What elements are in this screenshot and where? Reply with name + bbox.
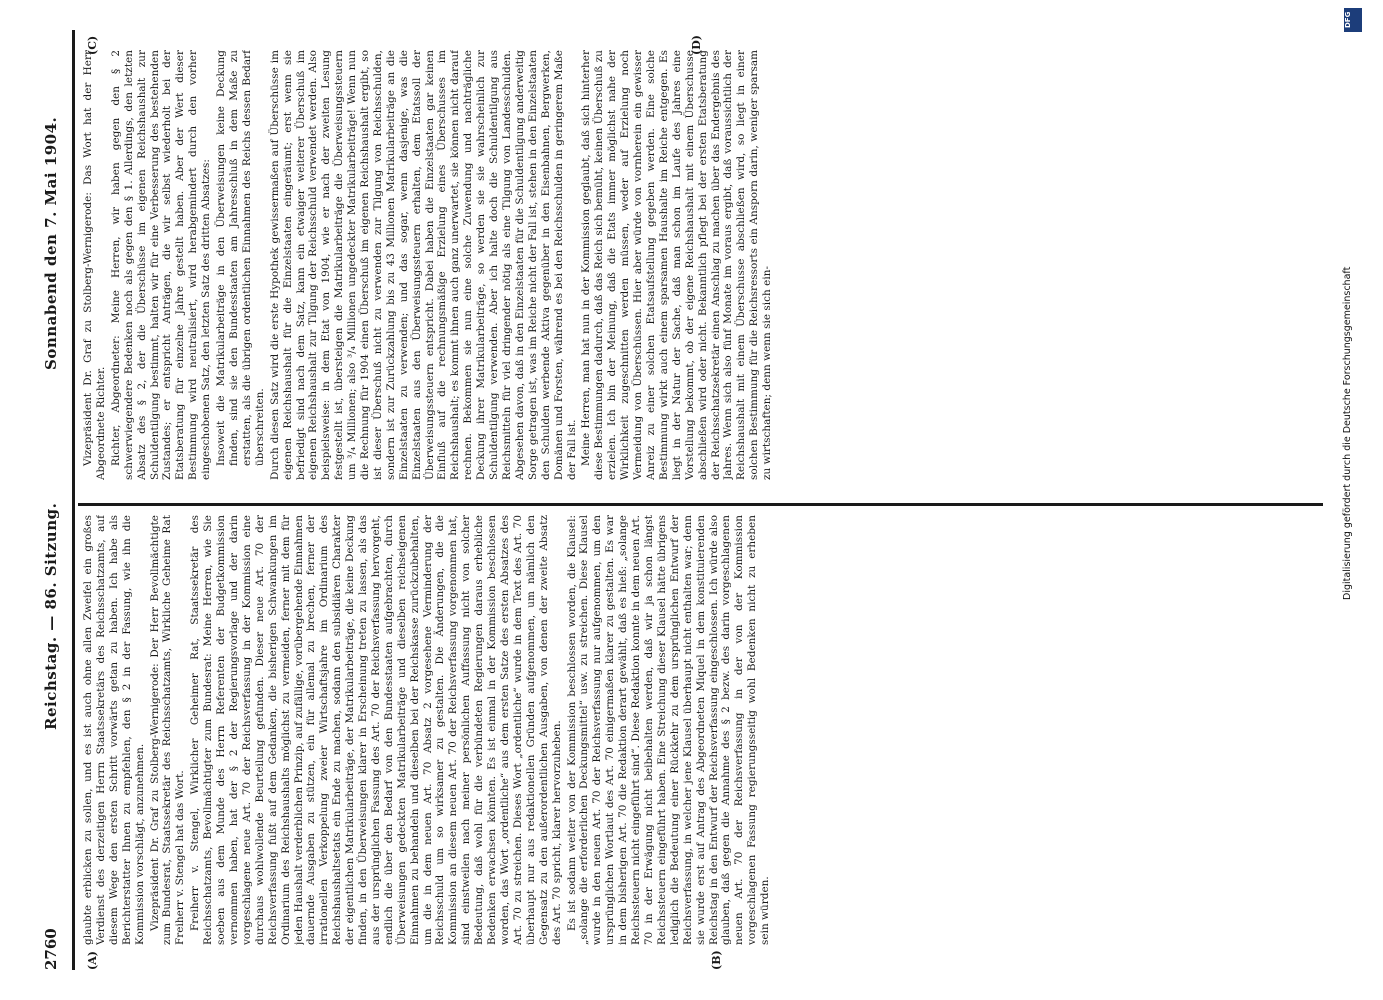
session-date: Sonnabend den 7. Mai 1904. xyxy=(42,116,60,370)
paragraph: Vizepräsident Dr. Graf zu Stolberg-Wernigerode: Der Herr Bevollmächtigte zum Bundesrat, Staatssekretär des Reichsschatzamts, Wirkliche Geheime Rat Freiherr v. Stengel hat das Wort. xyxy=(148,515,187,945)
paragraph: Richter, Abgeordneter: Meine Herren, wir haben gegen den § 2 schwerwiegendere Bedenken noch als gegen den § 1. Allerdings, den letzten Absatz des § 2, der die Überschüsse im eigenen Reichshaushalt zur Schuldentilgung bestimmt, halten wir für eine Verbesserung des bestehenden Zustandes; er entspricht Anträgen, die wir selbst wiederholt bei der Etatsberatung für einzelne Jahre gestellt haben. Aber der Wert dieser Bestimmung wird neutralisiert, wird herabgemindert durch den vorher eingeschobenen Satz, den letzten Satz des dritten Absatzes: xyxy=(109,50,213,480)
page-header xyxy=(42,30,72,970)
paragraph: Freiherr v. Stengel, Wirklicher Geheimer Rat, Staatssekretär des Reichsschatzamts, Bevollmächtigter zum Bundesrat: Meine Herren, wie Sie soeben aus dem Munde des Herrn Referenten der Budgetkommission vernommen haben, hat der § 2 der Regierungsvorlage und der darin vorgeschlagene neue Art. 70 der Reichsverfassung in der Kommission eine durchaus wohlwollende Beurteilung gefunden. Dieser neue Art. 70 der Reichsverfassung fußt auf dem Gedanken, die bisherigen Schwankungen im Ordinarium des Reichshaushalts möglichst zu vermeiden, ferner mit dem für jeden Haushalt verderblichen Prinzip, auf zufällige, vorübergehende Einnahmen dauernde Ausgaben zu stützen, ein für allemal zu brechen, ferner der irrationellen Verkoppelung zweier Wirtschaftsjahre im Ordinarium des Reichshaushaltsetats ein Ende zu machen, sodann den subsidiären Charakter der eigentlichen Matrikularbeiträge, der Matrikularbeiträge, die keine Deckung finden, in den Überweisungen klarer in Erscheinung treten zu lassen, als das aus der ursprünglichen Fassung des Art. 70 der Reichsverfassung hervorgeht, endlich die über den Bedarf von den Bundesstaaten aufgebrachten, durch Überweisungen gedeckten Matrikularbeiträge und dieselben reichseigenen Einnahmen zu behandeln und dieselben bei der Reichskasse zurückzubehalten, um die in dem neuen Art. 70 Absatz 2 vorgesehene Verminderung der Reichsschuld um so wirksamer zu gestalten. Die Änderungen, die die Kommission an diesem neuen Art. 70 der Reichsverfassung vorgenommen hat, sind einstweilen nach meiner persönlichen Auffassung nicht von solcher Bedeutung, daß wohl für die verbündeten Regierungen daraus erhebliche Bedenken erwachsen könnten. Es ist einmal in der Kommission beschlossen worden, das Wort „ordentliche“ aus dem ersten Satze des ersten Absatzes des Art. 70 zu streichen. Dieses Wort „ordentliche“ wurde in dem Text des Art. 70 überhaupt nur aus redaktionellen Gründen aufgenommen, um nämlich den Gegensatz zu den außerordentlichen Ausgaben, von denen der zweite Absatz des Art. 70 spricht, klarer hervorzuheben. xyxy=(189,515,563,945)
paragraph: Meine Herren, man hat nun in der Kommission geglaubt, daß sich hinterher diese Bestimmungen dadurch, daß das Reich sich bemüht, keinen Überschuß zu erzielen. Ich bin der Meinung, daß die Etats immer möglichst nahe der Wirklichkeit zugeschnitten werden müssen, weder auf Erzielung noch Vermeidung von Überschüssen. Hier aber würde von vornherein ein gewisser Anreiz zu einer solchen Etatsaufstellung gegeben werden. Eine solche Bestimmung wirkt auch einem sparsamen Haushalte im Reiche entgegen. Es liegt in der Natur der Sache, daß man schon im Laufe des Jahres eine Vorstellung bekommt, ob der eigene Reichshaushalt mit einem Überschusse abschließen wird oder nicht. Bekanntlich pflegt bei der ersten Etatsberatung der Reichsschatzsekretär einen Anschlag zu machen über das Endergebnis des Jahres. Wenn sich also fünf Monate im voraus ergibt, daß voraussichtlich der Reichshaushalt mit einem Überschusse abschließen wird, so liegt in einer solchen Bestimmung für die Reichsressorts ein Ansporn darin, weniger sparsam zu wirtschaften; denn wenn sie sich ein- xyxy=(580,50,774,480)
page-number: 2760 xyxy=(42,928,60,970)
margin-mark-b: (B) xyxy=(710,950,723,970)
paragraph: Durch diesen Satz wird die erste Hypothek gewissermaßen auf Überschüsse im eigenen Reichshaushalt für die Einzelstaaten eingeräumt; erst wenn sie befriedigt sind nach dem Satz, kann ein etwaiger weiterer Überschuß im eigenen Reichshaushalt zur Tilgung der Reichsschuld verwendet werden. Also beispielsweise: in dem Etat von 1904, wie er nach der zweiten Lesung festgestellt ist, übersteigen die Matrikularbeiträge die Überweisungssteuern um ³/₄ Millionen; also ³/₄ Millionen ungedeckter Matrikularbeiträge! Wenn nun die Rechnung für 1904 einen Überschuß im eigenen Reichshaushalt ergibt, so ist dieser Überschuß nicht zu verwenden zur Tilgung von Reichsschulden, sondern ist zur Zurückzahlung bis zu 43 Millionen Matrikularbeiträge an die Einzelstaaten zu verwenden; und das sogar, wenn dasjenige, was die Einzelstaaten aus den Überweisungssteuern erhalten, dem Etatssoll der Überweisungssteuern entspricht. Dabei haben die Einzelstaaten gar keinen Einfluß auf die rechnungsmäßige Erzielung eines Überschusses im Reichshaushalt; es kommt ihnen auch ganz unerwartet, sie können nicht darauf rechnen. Bekommen sie nun eine solche Zuwendung und nachträgliche Deckung ihrer Matrikularbeiträge, so werden sie sie wahrscheinlich zur Schuldentilgung verwenden. Aber ich halte doch die Schuldentilgung aus Reichsmitteln für viel dringender nötig als eine Tilgung von Landesschulden. Abgesehen davon, daß in den Einzelstaaten für die Schuldentilgung anderweitig Sorge getragen ist, was im Reiche nicht der Fall ist, stehen in den Einzelstaaten den Schulden werbende Aktiva gegenüber in den Eisenbahnen, Bergwerken, Domänen und Forsten, während es bei den Reichsschulden in geringerem Maße der Fall ist. xyxy=(268,50,578,480)
margin-mark-c: (C) xyxy=(86,35,99,55)
margin-mark-a: (A) xyxy=(86,951,99,970)
paragraph: glaubte erblicken zu sollen, und es ist auch ohne allen Zweifel ein großes Verdienst des derzeitigen Herrn Staatssekretärs des Reichsschatzamts, auf diesem Wege den ersten Schritt vorwärts getan zu haben. Ich habe als Berichterstatter Ihnen zu empfehlen, den § 2 in der Fassung, wie ihn die Kommission vorschlägt, anzunehmen. xyxy=(82,515,146,945)
session-title: Reichstag. — 86. Sitzung. xyxy=(42,502,60,730)
paragraph: Es ist sodann weiter von der Kommission beschlossen worden, die Klausel: „solange die erforderlichen Deckungsmittel“ usw. zu streichen. Diese Klausel wurde in den neuen Art. 70 der Reichsverfassung nur aufgenommen, um den ursprünglichen Wortlaut des Art. 70 einigermaßen klarer zu gestalten. Es war in dem bisherigen Art. 70 die Redaktion derart gewählt, daß es hieß: „solange Reichssteuern nicht eingeführt sind“. Diese Redaktion konnte in dem neuen Art. 70 in der Erwägung nicht beibehalten werden, daß wir ja schon längst Reichssteuern eingeführt haben. Eine Streichung dieser Klausel hätte übrigens lediglich die Bedeutung einer Rückkehr zu dem ursprünglichen Entwurf der Reichsverfassung, in welcher jene Klausel überhaupt nicht enthalten war; denn sie wurde erst auf Antrag des Abgeordneten Miquel in dem konstituierenden Reichstag in den Entwurf der Reichsverfassung eingeschlossen. Ich würde also glauben, daß gegen die Annahme des § 2 bezw. des darin vorgeschlagenen neuen Art. 70 der Reichsverfassung in der von der Kommission vorgeschlagenen Fassung regierungsseitig wohl Bedenken nicht zu erheben sein würden. xyxy=(565,515,772,945)
right-column xyxy=(82,50,1322,480)
column-divider xyxy=(78,503,1323,506)
digitization-stamp: Digitalisierung gefördert durch die Deutsche Forschungsgemeinschaft xyxy=(1342,266,1353,600)
margin-mark-d: (D) xyxy=(690,35,703,55)
quoted-paragraph: Insoweit die Matrikularbeiträge in den Überweisungen keine Deckung finden, sind sie den Bundesstaaten am Jahresschluß in dem Maße zu erstatten, als die übrigen ordentlichen Einnahmen des Reichs dessen Bedarf überschreiten. xyxy=(215,50,266,466)
header-rule xyxy=(72,30,75,970)
dfg-logo: DFG xyxy=(1344,8,1362,32)
left-column xyxy=(82,515,1322,945)
paragraph: Vizepräsident Dr. Graf zu Stolberg-Wernigerode: Das Wort hat der Herr Abgeordnete Richter. xyxy=(82,50,107,480)
